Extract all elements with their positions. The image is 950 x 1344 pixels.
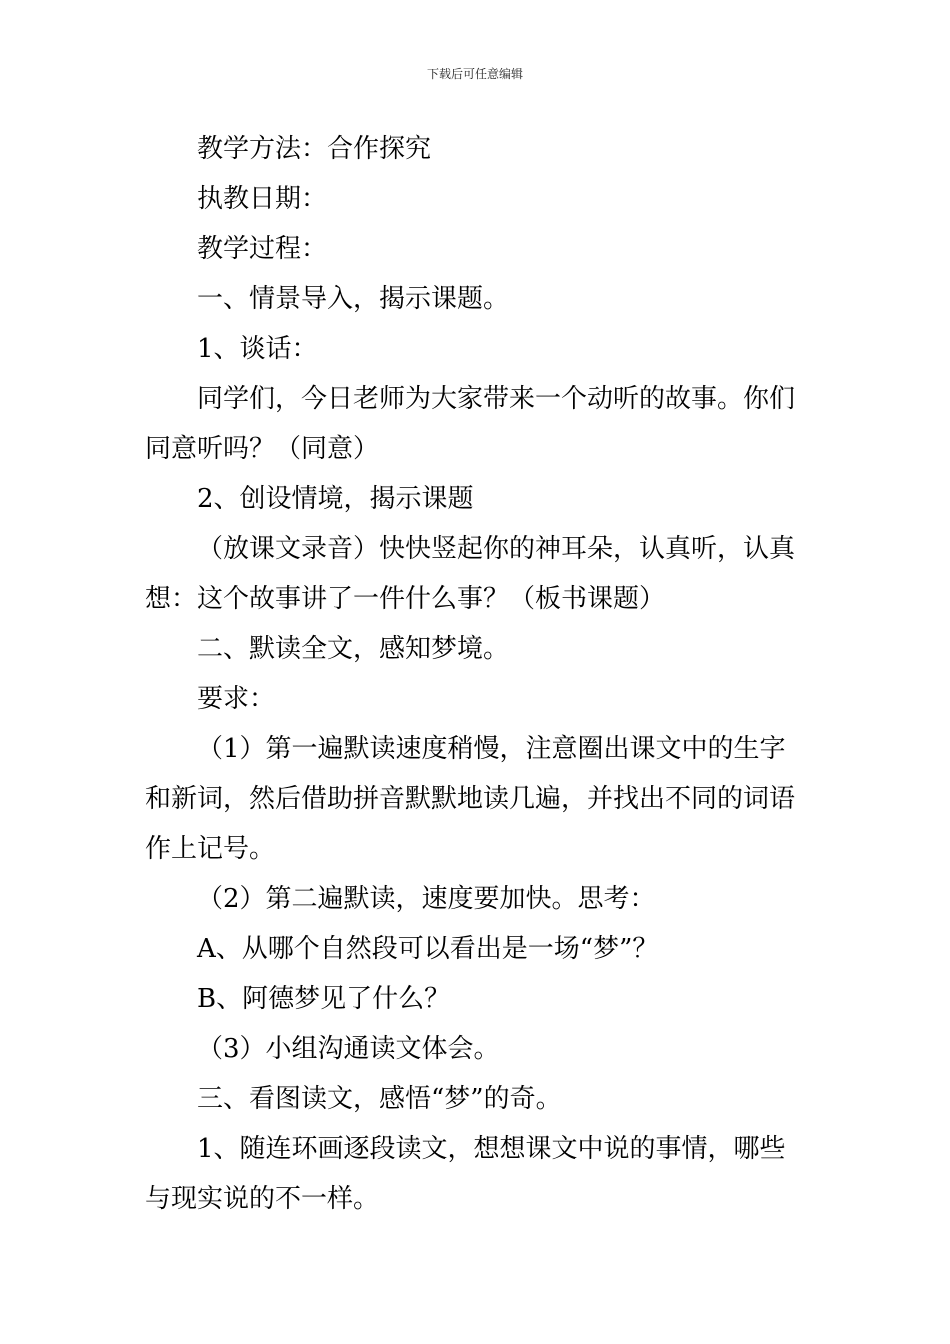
paragraph-teaching-method: 教学方法：合作探究 xyxy=(197,134,432,164)
section-heading-3: 三、看图读文，感悟“梦”的奇。 xyxy=(197,1084,562,1114)
document-body xyxy=(145,124,810,1224)
paragraph-question-a: A、从哪个自然段可以看出是一场“梦”？ xyxy=(197,934,659,964)
paragraph-recording: （放课文录音）快快竖起你的神耳朵，认真听，认真想：这个故事讲了一件什么事？（板书课题） xyxy=(145,534,796,614)
paragraph-read-comic: 1、随连环画逐段读文，想想课文中说的事情，哪些与现实说的不一样。 xyxy=(145,1134,786,1214)
paragraph-requirement-2: （2）第二遍默读，速度要加快。思考： xyxy=(197,884,656,914)
paragraph-requirements: 要求： xyxy=(197,684,276,714)
paragraph-question-b: B、阿德梦见了什么？ xyxy=(197,984,451,1014)
paragraph-talk-content: 同学们，今日老师为大家带来一个动听的故事。你们同意听吗？（同意） xyxy=(145,384,796,464)
section-heading-1: 一、情景导入，揭示课题。 xyxy=(197,284,510,314)
paragraph-teaching-process: 教学过程： xyxy=(197,234,328,264)
paragraph-talk: 1、谈话： xyxy=(197,334,318,364)
paragraph-teaching-date: 执教日期： xyxy=(197,184,328,214)
page-header: 下载后可任意编辑 xyxy=(426,67,523,81)
paragraph-requirement-3: （3）小组沟通读文体会。 xyxy=(197,1034,500,1064)
paragraph-create-scene: 2、创设情境，揭示课题 xyxy=(197,484,474,514)
section-heading-2: 二、默读全文，感知梦境。 xyxy=(197,634,510,664)
paragraph-requirement-1: （1）第一遍默读速度稍慢，注意圈出课文中的生字和新词，然后借助拼音默默地读几遍，并找出不同的词语作上记号。 xyxy=(145,734,796,864)
